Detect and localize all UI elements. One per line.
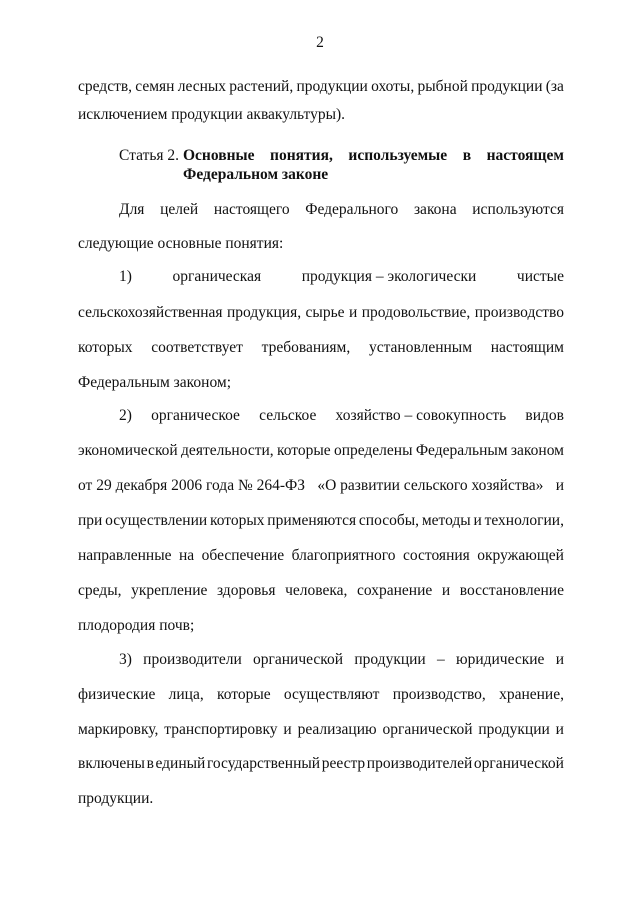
item2-line-7: плодородия почв; (78, 617, 195, 634)
item3-line-4 (78, 754, 564, 774)
word: производство, (392, 686, 486, 703)
item3-line-2 (78, 685, 564, 705)
intro-line-1 (78, 77, 564, 97)
item2-line-2 (78, 441, 564, 461)
word: и (555, 477, 564, 494)
word: сохранение (356, 582, 433, 599)
word: и (283, 721, 292, 738)
word: которые (217, 686, 271, 703)
word: включены (78, 755, 145, 772)
word: при (78, 512, 103, 529)
word: 2) (119, 407, 132, 424)
word: установленным (368, 339, 473, 356)
word: – (436, 651, 445, 668)
word: соответствует (151, 339, 243, 356)
word: настоящим (490, 339, 564, 356)
item1-line-3 (78, 338, 564, 358)
word: и (555, 651, 564, 668)
lead-line-1 (119, 200, 564, 220)
word: органической (253, 651, 344, 668)
word: сельское (259, 407, 317, 424)
word: реестр (321, 755, 366, 772)
word: применяются (267, 512, 357, 529)
word: хозяйство – совокупность (335, 407, 507, 424)
word: 3) (119, 651, 132, 668)
item2-line-6 (78, 581, 564, 601)
word: в (146, 755, 154, 772)
word: Основные (183, 147, 255, 164)
word: технологии, (484, 512, 564, 529)
item2-line-1 (119, 406, 564, 426)
word: методы (421, 512, 471, 529)
word: продукции (354, 651, 426, 668)
word: физические (78, 686, 156, 703)
word: экономической (78, 442, 178, 459)
word: укрепление (131, 582, 208, 599)
word: юридические (455, 651, 545, 668)
word: чистые (516, 268, 564, 285)
word: сельскохозяйственная (78, 304, 223, 321)
page-number: 2 (316, 34, 324, 51)
word: и (555, 721, 564, 738)
word: благоприятного (291, 547, 396, 564)
word: используемые (348, 147, 448, 164)
word: используются (472, 201, 564, 218)
word: Для (119, 201, 145, 218)
word: видов (525, 407, 564, 424)
word: направленные (78, 547, 172, 564)
word: которых (78, 339, 133, 356)
word: настоящем (486, 147, 564, 164)
word: и (473, 512, 482, 529)
intro-line-2: исключением продукции аквакультуры). (78, 106, 346, 123)
word: закона (413, 201, 457, 218)
word: производство (474, 304, 564, 321)
word: настоящего (213, 201, 290, 218)
word: и (441, 582, 451, 599)
word: требованиям, (261, 339, 351, 356)
word: продукция – экологически (301, 268, 477, 285)
item1-line-2 (78, 303, 564, 323)
word: государственный (206, 755, 321, 772)
word: на (179, 547, 195, 564)
word: состояния (403, 547, 470, 564)
word: Федеральным (415, 442, 508, 459)
article-label: Статья 2. (119, 147, 180, 164)
word: продукция, (227, 304, 302, 321)
word: деятельности, (181, 442, 274, 459)
word: сырье (305, 304, 345, 321)
item3-line-5: продукции. (78, 790, 154, 807)
word: понятия, (270, 147, 333, 164)
word: которые (276, 442, 331, 459)
word: единый (155, 755, 206, 772)
article-title-line-2: Федеральном законе (183, 166, 329, 183)
word: охоты, (371, 78, 415, 95)
word: которых (209, 512, 265, 529)
word: осуществлении (105, 512, 208, 529)
word: органической (473, 755, 564, 772)
item3-line-3 (78, 720, 564, 740)
word: определены (333, 442, 413, 459)
word: производители (143, 651, 242, 668)
word: продукции (296, 78, 368, 95)
item2-line-5 (78, 546, 564, 566)
word: средств, (78, 78, 133, 95)
word: реализацию (297, 721, 377, 738)
word: среды, (78, 582, 122, 599)
word: лица, (168, 686, 204, 703)
word: растений, (229, 78, 294, 95)
word: законом (510, 442, 564, 459)
lead-line-2: следующие основные понятия: (78, 235, 284, 252)
word: рыбной (417, 78, 468, 95)
word: продукции (471, 78, 543, 95)
word: человека, (285, 582, 348, 599)
item2-line-4 (78, 511, 564, 531)
word: осуществляют (283, 686, 380, 703)
word: Федерального (305, 201, 399, 218)
word: хранение, (499, 686, 564, 703)
item1-line-4: Федеральным законом; (78, 374, 232, 391)
word: продовольствие, (361, 304, 471, 321)
word: (за (545, 78, 564, 95)
word: в (462, 147, 472, 164)
article-title-line-1 (183, 146, 564, 166)
word: производителей (366, 755, 473, 772)
word: здоровья (216, 582, 276, 599)
item2-line-3 (78, 476, 564, 496)
word: целей (160, 201, 199, 218)
word: лесных (177, 78, 227, 95)
word: окружающей (477, 547, 564, 564)
word: органическое (151, 407, 240, 424)
word: способы, (358, 512, 420, 529)
word: семян (135, 78, 175, 95)
word: 1) (119, 268, 132, 285)
item1-line-1 (119, 267, 564, 287)
word: транспортировку (164, 721, 278, 738)
word: органической (382, 721, 473, 738)
word: продукции (478, 721, 550, 738)
word: органическая (172, 268, 262, 285)
word: восстановление (459, 582, 564, 599)
word: и (348, 304, 358, 321)
word: от 29 декабря 2006 года № 264-ФЗ (78, 477, 306, 494)
word: обеспечение (201, 547, 285, 564)
word: «О развитии сельского хозяйства» (317, 477, 544, 494)
word: маркировку, (78, 721, 159, 738)
item3-line-1 (119, 650, 564, 670)
